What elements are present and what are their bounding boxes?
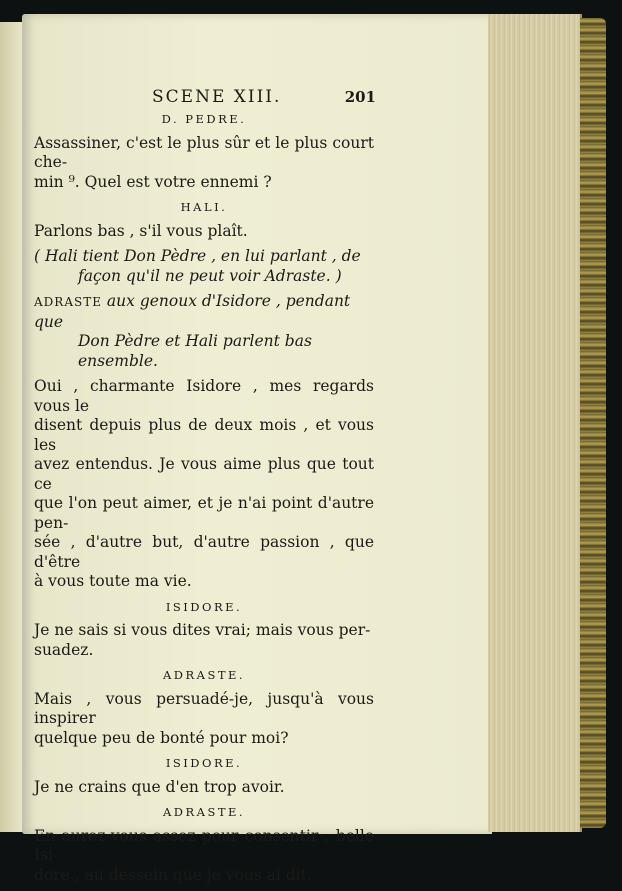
speech-line: dore , au dessein que je vous ai dit. [34,865,312,884]
speech-line: min ⁹. Quel est votre ennemi ? [34,172,272,191]
speech-line: Je ne crains que d'en trop avoir. [34,777,285,796]
speech-line: Oui , charmante Isidore , mes regards vous le [34,377,374,415]
speech-line: Parlons bas , s'il vous plaît. [34,221,248,240]
facing-page-edge [0,22,23,832]
speech-line: sée , d'autre but, d'autre passion , que d'être [34,533,374,571]
stage-line: ( Hali tient Don Pèdre , en lui parlant , de [34,247,361,265]
page-number: 201 [344,88,376,106]
speech-line: avez entendus. Je vous aime plus que tout ce [34,455,374,493]
speech-line: Je ne sais si vous dites vrai; mais vous per- [34,621,371,639]
speaker-name: D. PEDRE. [161,112,247,126]
speech-text [34,222,374,242]
speech-text [34,134,374,193]
speech-text [34,690,374,749]
speaker-name: ADRASTE. [162,668,246,682]
speaker-name: ISIDORE. [165,599,243,614]
speech-text [34,778,374,798]
speech-line: que l'on peut aimer, et je n'ai point d'autre pen- [34,494,374,532]
speech-text [34,377,374,592]
speech-line: Mais , vous persuadé-je, jusqu'à vous inspirer [34,689,374,727]
speech-line: suadez. [34,640,94,659]
running-head [34,84,374,108]
speech-line: quelque peu de bonté pour moi? [34,728,289,747]
stage-character-name: ADRASTE [34,295,102,309]
speech-line: disent depuis plus de deux mois , et vous les [34,416,374,454]
page-stack-edges [488,14,582,832]
speaker-name: ADRASTE. [162,805,246,819]
gilt-binding [580,18,606,828]
speaker-name: HALI. [180,200,228,214]
stage-line: façon qu'il ne peut voir Adraste. ) [78,266,342,285]
running-title: SCENE XIII. [152,87,282,107]
stage-line: Don Pèdre et Hali parlent bas ensemble. [78,332,312,370]
speech-line: En aurez-vous assez pour consentir , belle Isi- [34,826,374,864]
stage-direction [34,247,374,286]
page-text [34,84,374,891]
speech-text [34,621,374,660]
stage-direction [34,292,374,371]
speech-text [34,827,374,886]
stage-line: aux genoux d'Isidore , pendant que [34,292,351,331]
speech-line: Assassiner, c'est le plus sûr et le plus court che- [34,133,374,171]
speech-line: à vous toute ma vie. [34,572,192,590]
speaker-name: ISIDORE. [165,756,243,770]
